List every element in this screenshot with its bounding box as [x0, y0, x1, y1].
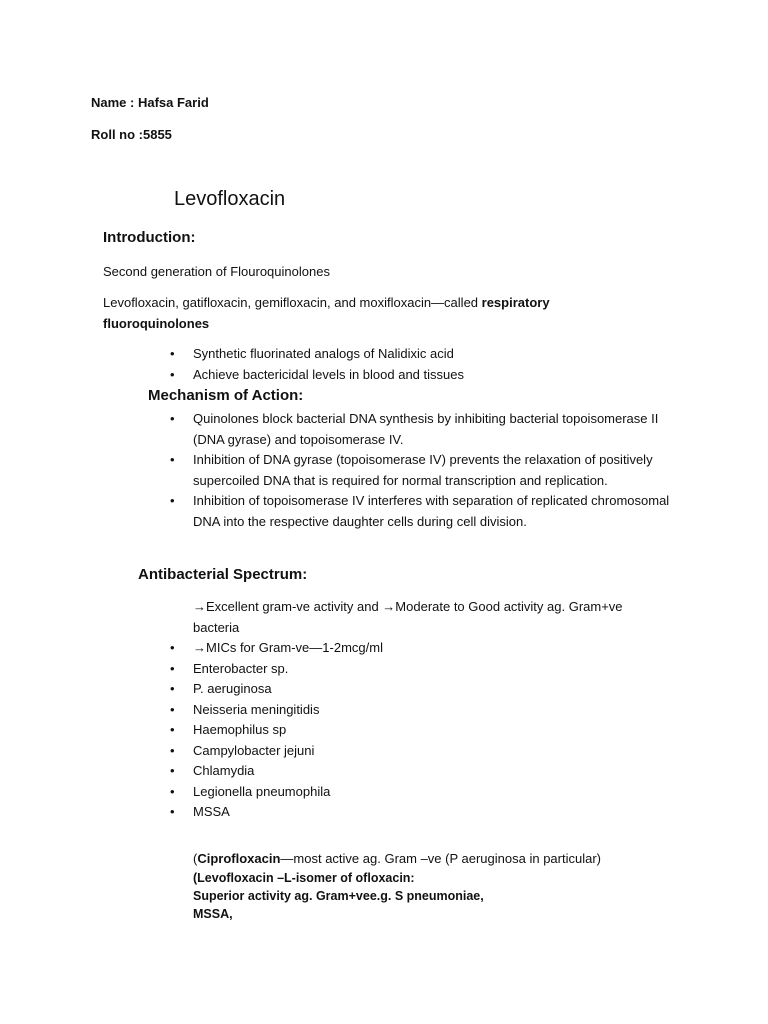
paren: ( [193, 851, 198, 866]
list-item [170, 344, 663, 365]
bullet-icon: • [170, 722, 175, 737]
paren: ( [193, 871, 198, 885]
spectrum-bullet-list [170, 597, 663, 823]
spectrum-heading: Antibacterial Spectrum: [138, 566, 308, 583]
superior-activity-note: Superior activity ag. Gram+vee.g. S pneumoniae, [193, 889, 484, 903]
intro-line-2 [103, 292, 593, 334]
bullet-icon: • [170, 346, 175, 361]
list-item-text: MSSA [193, 804, 230, 819]
cipro-note-text: —most active ag. Gram –ve (P aeruginosa in particular) [280, 851, 601, 866]
levo-name: Levofloxacin [197, 871, 274, 885]
bullet-icon: • [170, 804, 175, 819]
list-item [170, 720, 663, 741]
list-item [170, 700, 663, 721]
roll-number: Roll no :5855 [91, 127, 172, 142]
levo-note-text: –L-isomer of ofloxacin: [273, 871, 415, 885]
list-item-text: Inhibition of DNA gyrase (topoisomerase IV) prevents the relaxation of positively supercoiled DNA that is required for normal transcription and replication. [193, 452, 653, 488]
bullet-icon: • [170, 411, 175, 426]
list-item [170, 450, 683, 491]
document-title: Levofloxacin [174, 188, 286, 210]
list-item-text: Chlamydia [193, 763, 255, 778]
list-item-text: Inhibition of topoisomerase IV interferes with separation of replicated chromosomal DNA into the respective daughter cells during cell division. [193, 493, 670, 529]
bullet-icon: • [170, 681, 175, 696]
list-item-text: P. aeruginosa [193, 681, 272, 696]
bullet-icon: • [170, 493, 175, 508]
spectrum-lead-text: →Excellent gram-ve activity and →Moderate to Good activity ag. Gram+ve bacteria [193, 599, 623, 635]
list-item [170, 659, 663, 680]
list-item [170, 782, 663, 803]
list-item [170, 365, 663, 386]
mechanism-heading: Mechanism of Action: [148, 387, 304, 404]
intro-line-2-bold: respiratory fluoroquinolones [103, 295, 550, 331]
bullet-icon: • [170, 763, 175, 778]
cipro-name: Ciprofloxacin [197, 851, 281, 866]
bullet-icon: • [170, 660, 175, 676]
list-item-text: Haemophilus sp [193, 722, 287, 737]
introduction-heading: Introduction: [103, 229, 196, 246]
bullet-icon: • [170, 366, 175, 382]
mssa-note: MSSA, [193, 907, 233, 921]
list-item [170, 761, 663, 782]
list-item-text: Achieve bactericidal levels in blood and tissues [193, 366, 464, 382]
student-name: Name : Hafsa Farid [91, 95, 209, 110]
list-item [170, 409, 683, 450]
cipro-note [193, 850, 601, 867]
intro-line-2-text: Levofloxacin, gatifloxacin, gemifloxacin, and moxifloxacin—called [103, 295, 482, 310]
list-item-text: →MICs for Gram-ve—1-2mcg/ml [193, 640, 383, 655]
list-item-text: Neisseria meningitidis [193, 701, 320, 717]
bullet-icon: • [170, 783, 175, 799]
intro-line-1: Second generation of Flouroquinolones [103, 264, 330, 279]
bullet-icon: • [170, 742, 175, 758]
list-item-text: Enterobacter sp. [193, 660, 289, 676]
list-item [170, 638, 663, 659]
mechanism-bullet-list [170, 409, 683, 532]
list-item [170, 491, 683, 532]
list-item-text: Synthetic fluorinated analogs of Nalidixic acid [193, 346, 454, 361]
bullet-icon: • [170, 640, 175, 655]
list-item [170, 802, 663, 823]
list-item-text: Legionella pneumophila [193, 783, 331, 799]
levo-note [193, 870, 415, 887]
list-item-text: Quinolones block bacterial DNA synthesis by inhibiting bacterial topoisomerase II (DNA gyrase) and topoisomerase IV. [193, 411, 659, 447]
list-item [170, 679, 663, 700]
intro-bullet-list [170, 344, 663, 385]
bullet-icon: • [170, 701, 175, 717]
list-item [170, 741, 663, 762]
list-item [193, 597, 663, 638]
bullet-icon: • [170, 452, 175, 467]
list-item-text: Campylobacter jejuni [193, 742, 315, 758]
